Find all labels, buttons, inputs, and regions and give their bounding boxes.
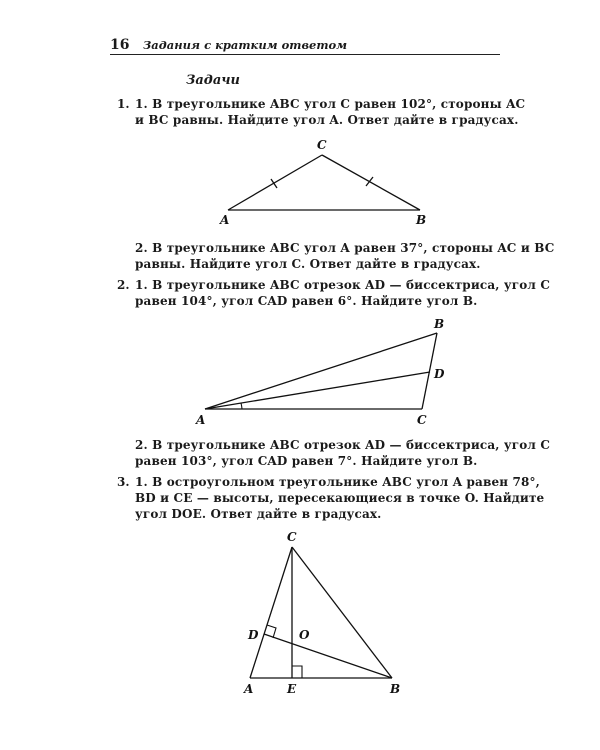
problem-2-part-2-line-1: 2. В треугольнике ABC отрезок AD — биссектриса, угол C xyxy=(135,438,551,452)
figure-2-bisector-triangle xyxy=(205,333,437,409)
fig3-side-ac xyxy=(250,547,292,678)
fig3-label-o: O xyxy=(299,628,310,642)
fig1-tick-ac xyxy=(271,179,277,188)
problem-3-part-1-line-2: BD и CE — высоты, пересекающиеся в точке O. Найдите xyxy=(135,491,545,505)
fig1-label-c: C xyxy=(317,138,327,152)
fig1-tick-bc xyxy=(366,177,373,186)
fig2-label-c: C xyxy=(417,413,427,427)
problem-1-part-2-line-2: равны. Найдите угол C. Ответ дайте в градусах. xyxy=(135,257,481,271)
fig1-label-b: B xyxy=(416,213,427,227)
fig3-right-angle-e xyxy=(292,666,302,678)
problem-3-number: 3. xyxy=(117,475,130,489)
problem-2-part-1-line-1: 1. В треугольнике ABC отрезок AD — биссектриса, угол C xyxy=(135,278,551,292)
fig2-angle-arc xyxy=(241,403,242,409)
fig2-label-a: A xyxy=(196,413,206,427)
fig3-label-d: D xyxy=(248,628,259,642)
problem-1-number: 1. xyxy=(117,97,130,111)
fig2-bisector-ad xyxy=(205,372,430,409)
problem-2-part-2-line-2: равен 103°, угол CAD равен 7°. Найдите угол B. xyxy=(135,454,478,468)
problem-2-part-1-line-2: равен 104°, угол CAD равен 6°. Найдите угол B. xyxy=(135,294,478,308)
fig1-side-ac xyxy=(228,155,322,210)
fig1-label-a: A xyxy=(220,213,230,227)
fig3-label-e: E xyxy=(287,682,297,696)
fig2-side-ab xyxy=(205,333,437,409)
fig3-label-b: B xyxy=(390,682,401,696)
header-title: Задания с кратким ответом xyxy=(143,38,348,52)
problem-1-part-2-line-1: 2. В треугольнике ABC угол A равен 37°, стороны AC и BC xyxy=(135,241,555,255)
fig3-label-c: C xyxy=(287,530,297,544)
section-title: Задачи xyxy=(186,73,241,88)
figure-3-altitudes-triangle xyxy=(250,547,392,678)
fig3-side-bc xyxy=(292,547,392,678)
problem-3-part-1-line-1: 1. В остроугольном треугольнике ABC угол A равен 78°, xyxy=(135,475,540,489)
problem-2-number: 2. xyxy=(117,278,130,292)
fig3-altitude-bd xyxy=(264,634,392,678)
fig1-side-bc xyxy=(322,155,420,210)
fig3-label-a: A xyxy=(244,682,254,696)
fig2-label-b: B xyxy=(434,317,445,331)
page-number: 16 xyxy=(110,37,130,53)
figure-1-isosceles-triangle xyxy=(228,155,420,210)
fig2-label-d: D xyxy=(434,367,445,381)
problem-1-part-1-line-2: и BC равны. Найдите угол A. Ответ дайте в градусах. xyxy=(135,113,519,127)
problem-1-part-1-line-1: 1. В треугольнике ABC угол C равен 102°, стороны AC xyxy=(135,97,526,111)
problem-3-part-1-line-3: угол DOE. Ответ дайте в градусах. xyxy=(135,507,382,521)
